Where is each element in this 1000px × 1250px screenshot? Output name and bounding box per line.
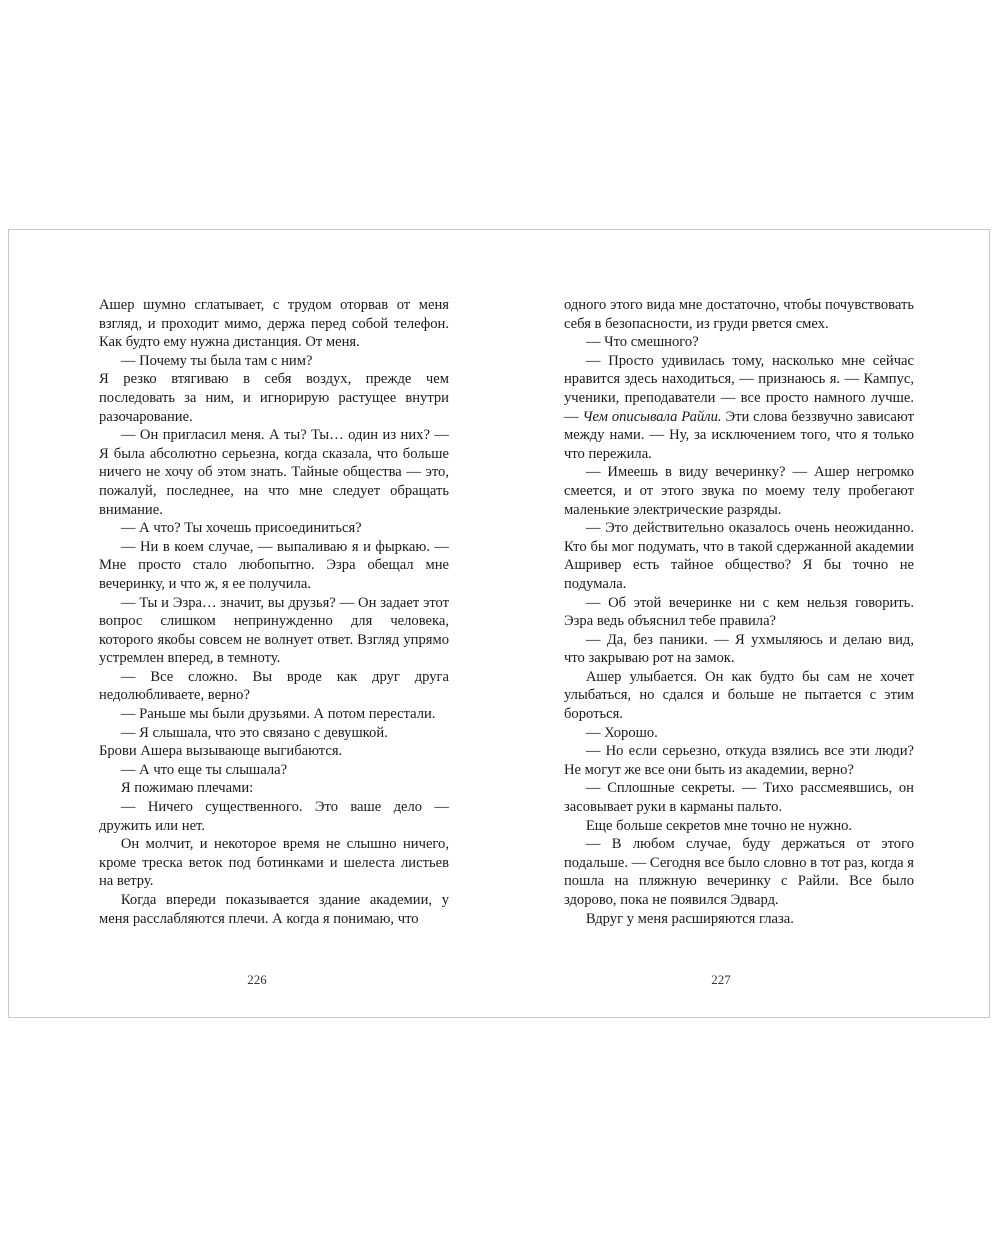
paragraph: Я пожимаю плечами: — [120, 780, 254, 797]
paragraph: — А что еще ты слышала? — [120, 761, 288, 778]
text-run: Эти слова беззвучно зависают между нами. — Ну, за исключением того, что я только что пережила. — [564, 408, 914, 462]
paragraph: Брови Ашера вызывающе выгибаются. — [99, 743, 343, 760]
italic-text: Чем описывала Райли. — [582, 408, 722, 425]
paragraph: — Имеешь в виду вечеринку? — Ашер негромко смеется, и от этого звука по моему телу пробегают маленькие электрические разряды. — [564, 464, 914, 518]
paragraph: — В любом случае, буду держаться от этого подальше. — Сегодня все было словно в тот раз, когда я пошла на пляжную вечеринку с Райли. Все было здорово, пока не появился Эдвард. — [564, 836, 914, 908]
paragraph: Когда впереди показывается здание академии, у меня расслабляются плечи. А когда я понимаю, что — [99, 892, 449, 927]
paragraph: Вдруг у меня расширяются глаза. — [585, 910, 794, 927]
paragraph: Он молчит, и некоторое время не слышно ничего, кроме треска веток под ботинками и шелеста листьев на ветру. — [99, 836, 449, 890]
paragraph: — Ни в коем случае, — выпаливаю я и фыркаю. — Мне просто стало любопытно. Эзра обещал мне вечеринку, и что ж, я ее получила. — [99, 538, 449, 592]
left-page — [99, 296, 449, 928]
paragraph: — Это действительно оказалось очень неожиданно. Кто бы мог подумать, что в такой сдержанной академии Ашривер есть тайное общество? Я бы точно не подумала. — [564, 520, 914, 592]
paragraph: — А что? Ты хочешь присоединиться? — [120, 520, 362, 537]
paragraph: — Да, без паники. — Я ухмыляюсь и делаю вид, что закрываю рот на замок. — [564, 631, 914, 667]
paragraph: Еще больше секретов мне точно не нужно. — [585, 817, 853, 834]
text-run: — Просто удивилась тому, насколько мне сейчас нравится здесь находиться, — признаюсь я. — Кампус, ученики, преподаватели — все просто намного лучше. — — [564, 352, 914, 425]
paragraph: Ашер улыбается. Он как будто бы сам не хочет улыбаться, но сдался и больше не пытается с этим бороться. — [564, 668, 914, 723]
paragraph: одного этого вида мне достаточно, чтобы почувствовать себя в безопасности, из груди рвется смех. — [564, 297, 914, 332]
paragraph: — Он пригласил меня. А ты? Ты… один из них? — Я была абсолютно серьезна, когда сказала, что больше ничего не хочу об этом знать. Тайные общества — это, пожалуй, последнее, на что мне следует обращать внимание. — [99, 427, 449, 518]
paragraph: — Раньше мы были друзьями. А потом перестали. — [120, 706, 436, 723]
paragraph — [564, 352, 914, 464]
paragraph: — Ты и Эзра… значит, вы друзья? — Он задает этот вопрос слишком непринужденно для человека, которого якобы совсем не волнует ответ. Взгляд упрямо устремлен вперед, в темноту. — [99, 594, 449, 667]
page-number: 226 — [247, 972, 267, 987]
paragraph: — Сплошные секреты. — Тихо рассмеявшись, он засовывает руки в карманы пальто. — [564, 780, 914, 816]
paragraph: — Хорошо. — [585, 724, 658, 741]
page-number: 227 — [711, 972, 731, 987]
paragraph: — Почему ты была там с ним? — [120, 352, 313, 369]
paragraph: — Я слышала, что это связано с девушкой. — [120, 724, 388, 741]
paragraph: Я резко втягиваю в себя воздух, прежде чем последовать за ним, и игнорирую растущее внутри разочарование. — [99, 371, 449, 425]
book-spread — [8, 229, 990, 1018]
paragraph: — Что смешного? — [585, 334, 699, 351]
paragraph: — Но если серьезно, откуда взялись все эти люди? Не могут же все они быть из академии, верно? — [564, 743, 914, 778]
paragraph: Ашер шумно сглатывает, с трудом оторвав от меня взгляд, и проходит мимо, держа перед собой телефон. Как будто ему нужна дистанция. От меня. — [99, 297, 449, 351]
paragraph: — Ничего существенного. Это ваше дело — дружить или нет. — [99, 799, 449, 834]
right-page — [564, 296, 914, 928]
paragraph: — Об этой вечеринке ни с кем нельзя говорить. Эзра ведь объяснил тебе правила? — [564, 594, 914, 630]
paragraph: — Все сложно. Вы вроде как друг друга недолюбливаете, верно? — [99, 668, 449, 704]
